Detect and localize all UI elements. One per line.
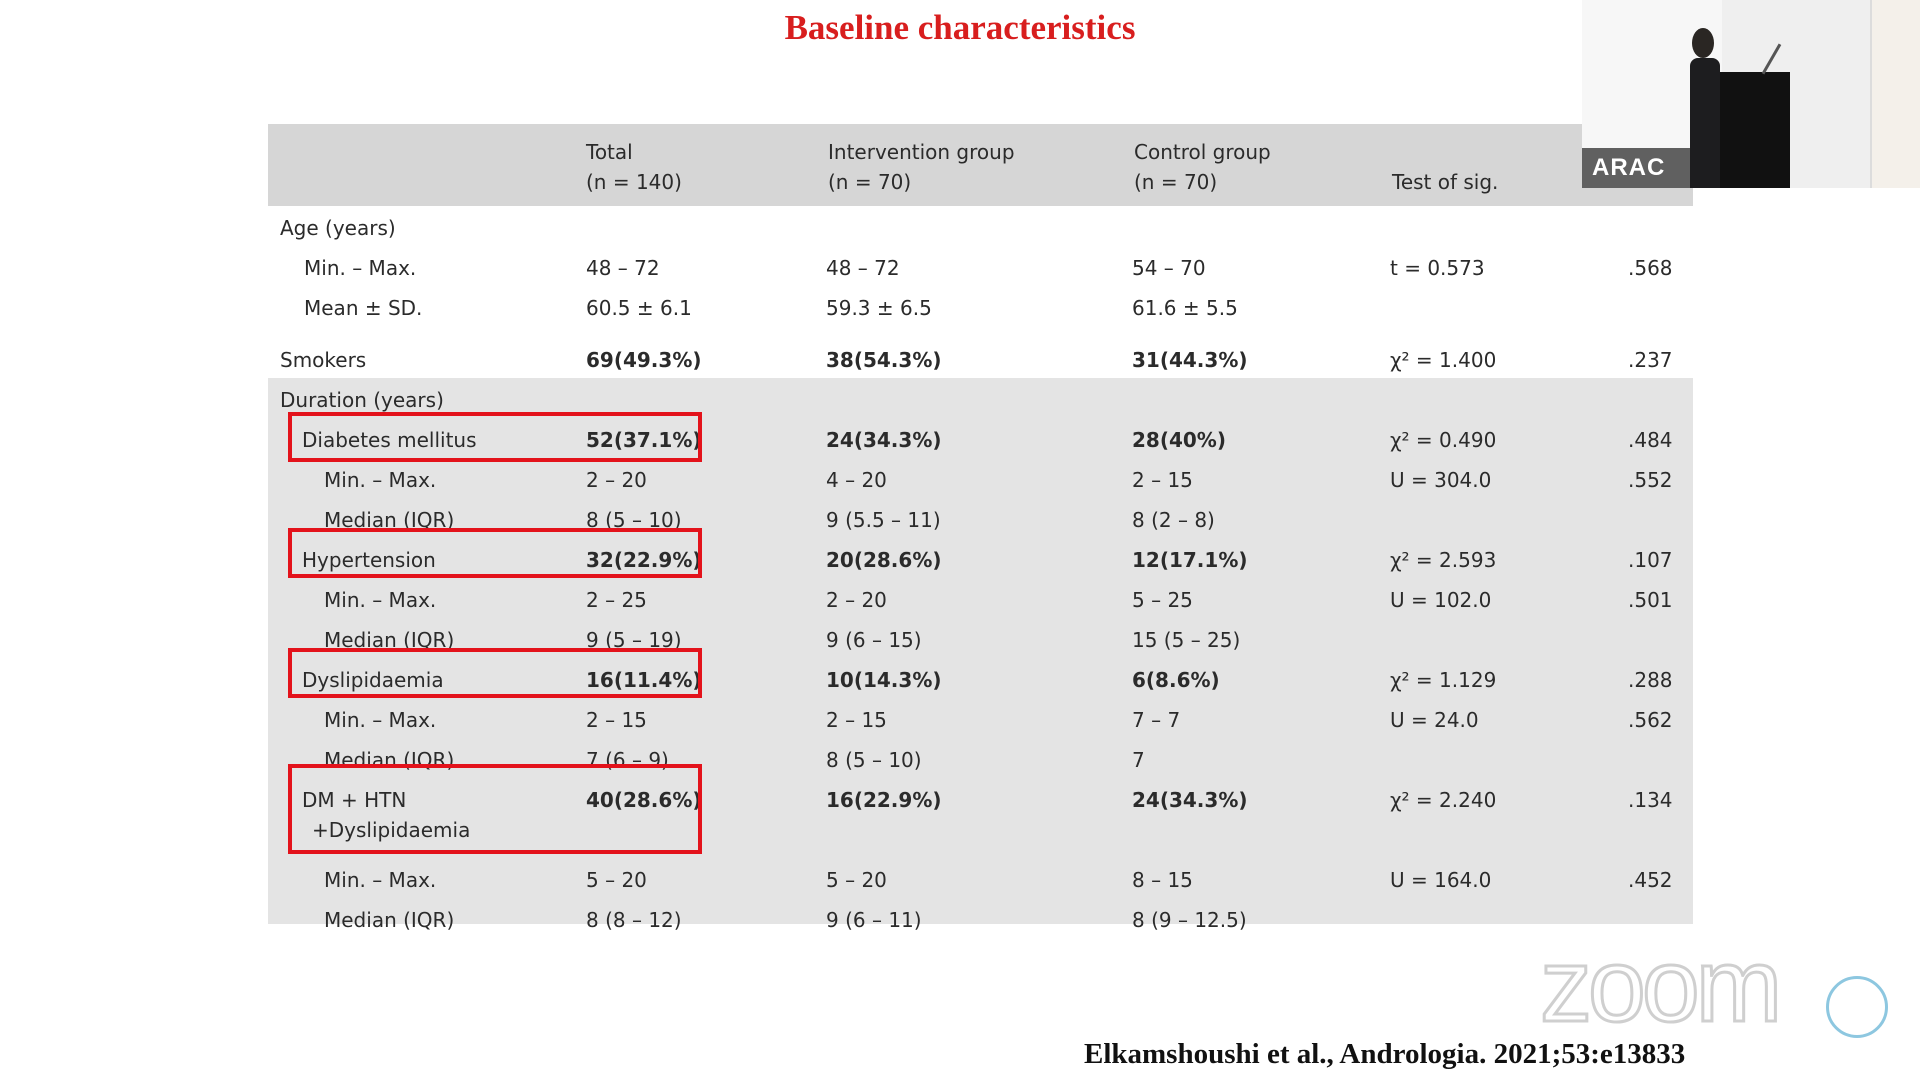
cell-p: .237 <box>1628 348 1673 372</box>
row-label: Min. – Max. <box>324 588 437 612</box>
row-label: Mean ± SD. <box>304 296 423 320</box>
header-control-n: (n = 70) <box>1134 170 1218 194</box>
conference-badge-icon <box>1826 976 1888 1038</box>
cell-intervention: 5 – 20 <box>826 868 887 892</box>
row-label: Min. – Max. <box>324 708 437 732</box>
cell-test: χ² = 2.240 <box>1390 788 1497 812</box>
cell-p: .484 <box>1628 428 1673 452</box>
cell-test: U = 164.0 <box>1390 868 1492 892</box>
header-intervention: Intervention group <box>828 140 1015 164</box>
cell-control: 15 (5 – 25) <box>1132 628 1241 652</box>
row-label: Median (IQR) <box>324 628 455 652</box>
cell-control: 7 – 7 <box>1132 708 1181 732</box>
cell-total: 7 (6 – 9) <box>586 748 669 772</box>
cell-test: χ² = 2.593 <box>1390 548 1497 572</box>
row-label: DM + HTN <box>302 788 407 812</box>
cell-test: U = 304.0 <box>1390 468 1492 492</box>
cell-test: t = 0.573 <box>1390 256 1485 280</box>
cell-p: .568 <box>1628 256 1673 280</box>
cell-total: 2 – 15 <box>586 708 647 732</box>
cell-p: .452 <box>1628 868 1673 892</box>
cell-total: 2 – 25 <box>586 588 647 612</box>
cell-test: χ² = 1.129 <box>1390 668 1497 692</box>
cell-intervention: 2 – 15 <box>826 708 887 732</box>
cell-intervention: 4 – 20 <box>826 468 887 492</box>
header-control: Control group <box>1134 140 1271 164</box>
cell-control: 31(44.3%) <box>1132 348 1248 372</box>
cell-test: χ² = 1.400 <box>1390 348 1497 372</box>
cell-intervention: 9 (5.5 – 11) <box>826 508 941 532</box>
highlight-box-combined <box>288 764 702 854</box>
header-total-n: (n = 140) <box>586 170 682 194</box>
cell-intervention: 9 (6 – 11) <box>826 908 922 932</box>
cell-test: U = 102.0 <box>1390 588 1492 612</box>
cell-p: .134 <box>1628 788 1673 812</box>
zoom-watermark-logo: zoom <box>1540 928 1779 1044</box>
row-label: Hypertension <box>302 548 436 572</box>
cell-intervention: 59.3 ± 6.5 <box>826 296 932 320</box>
cell-control: 54 – 70 <box>1132 256 1206 280</box>
speaker-body <box>1690 58 1720 188</box>
cell-total: 16(11.4%) <box>586 668 702 692</box>
cell-total: 40(28.6%) <box>586 788 702 812</box>
row-label: Age (years) <box>280 216 396 240</box>
row-label: Min. – Max. <box>324 468 437 492</box>
cell-intervention: 9 (6 – 15) <box>826 628 922 652</box>
cell-control: 7 <box>1132 748 1145 772</box>
cell-p: .288 <box>1628 668 1673 692</box>
highlight-box-hypertension <box>288 528 702 578</box>
highlight-box-diabetes <box>288 412 702 462</box>
speaker-video[interactable] <box>1582 0 1920 188</box>
cell-total: 69(49.3%) <box>586 348 702 372</box>
cell-p: .562 <box>1628 708 1673 732</box>
cell-control: 6(8.6%) <box>1132 668 1220 692</box>
cell-intervention: 20(28.6%) <box>826 548 942 572</box>
cell-control: 2 – 15 <box>1132 468 1193 492</box>
podium <box>1720 72 1790 188</box>
header-test: Test of sig. <box>1392 170 1499 194</box>
row-label: Diabetes mellitus <box>302 428 477 452</box>
highlight-box-dyslipidaemia <box>288 648 702 698</box>
cell-intervention: 10(14.3%) <box>826 668 942 692</box>
cell-test: χ² = 0.490 <box>1390 428 1497 452</box>
cell-total: 52(37.1%) <box>586 428 702 452</box>
header-intervention-n: (n = 70) <box>828 170 912 194</box>
slide-title: Baseline characteristics <box>784 8 1136 47</box>
cell-p: .107 <box>1628 548 1673 572</box>
cell-total: 48 – 72 <box>586 256 660 280</box>
cell-total: 8 (8 – 12) <box>586 908 682 932</box>
speaker-head <box>1692 28 1714 58</box>
cell-intervention: 24(34.3%) <box>826 428 942 452</box>
video-wall-right <box>1872 0 1920 188</box>
cell-total: 32(22.9%) <box>586 548 702 572</box>
cell-control: 8 (9 – 12.5) <box>1132 908 1247 932</box>
cell-total: 9 (5 – 19) <box>586 628 682 652</box>
cell-control: 28(40%) <box>1132 428 1226 452</box>
row-label: Median (IQR) <box>324 508 455 532</box>
citation: Elkamshoushi et al., Andrologia. 2021;53:e13833 <box>1084 1038 1686 1070</box>
microphone <box>1762 44 1782 75</box>
video-participant-label: ARAC <box>1582 148 1690 188</box>
header-total: Total <box>586 140 633 164</box>
row-label: Min. – Max. <box>324 868 437 892</box>
row-label: Min. – Max. <box>304 256 417 280</box>
cell-intervention: 16(22.9%) <box>826 788 942 812</box>
cell-control: 8 (2 – 8) <box>1132 508 1215 532</box>
cell-control: 12(17.1%) <box>1132 548 1248 572</box>
row-label: Duration (years) <box>280 388 444 412</box>
cell-total: 60.5 ± 6.1 <box>586 296 692 320</box>
row-label: Median (IQR) <box>324 908 455 932</box>
cell-control: 5 – 25 <box>1132 588 1193 612</box>
row-label-line2: +Dyslipidaemia <box>312 818 471 842</box>
cell-p: .501 <box>1628 588 1673 612</box>
cell-control: 24(34.3%) <box>1132 788 1248 812</box>
cell-intervention: 48 – 72 <box>826 256 900 280</box>
cell-test: U = 24.0 <box>1390 708 1479 732</box>
row-label: Median (IQR) <box>324 748 455 772</box>
cell-intervention: 38(54.3%) <box>826 348 942 372</box>
cell-control: 61.6 ± 5.5 <box>1132 296 1238 320</box>
cell-intervention: 8 (5 – 10) <box>826 748 922 772</box>
cell-intervention: 2 – 20 <box>826 588 887 612</box>
cell-control: 8 – 15 <box>1132 868 1193 892</box>
baseline-table <box>268 124 1693 932</box>
row-label: Dyslipidaemia <box>302 668 444 692</box>
cell-total: 5 – 20 <box>586 868 647 892</box>
cell-p: .552 <box>1628 468 1673 492</box>
cell-total: 2 – 20 <box>586 468 647 492</box>
row-label: Smokers <box>280 348 367 372</box>
cell-total: 8 (5 – 10) <box>586 508 682 532</box>
